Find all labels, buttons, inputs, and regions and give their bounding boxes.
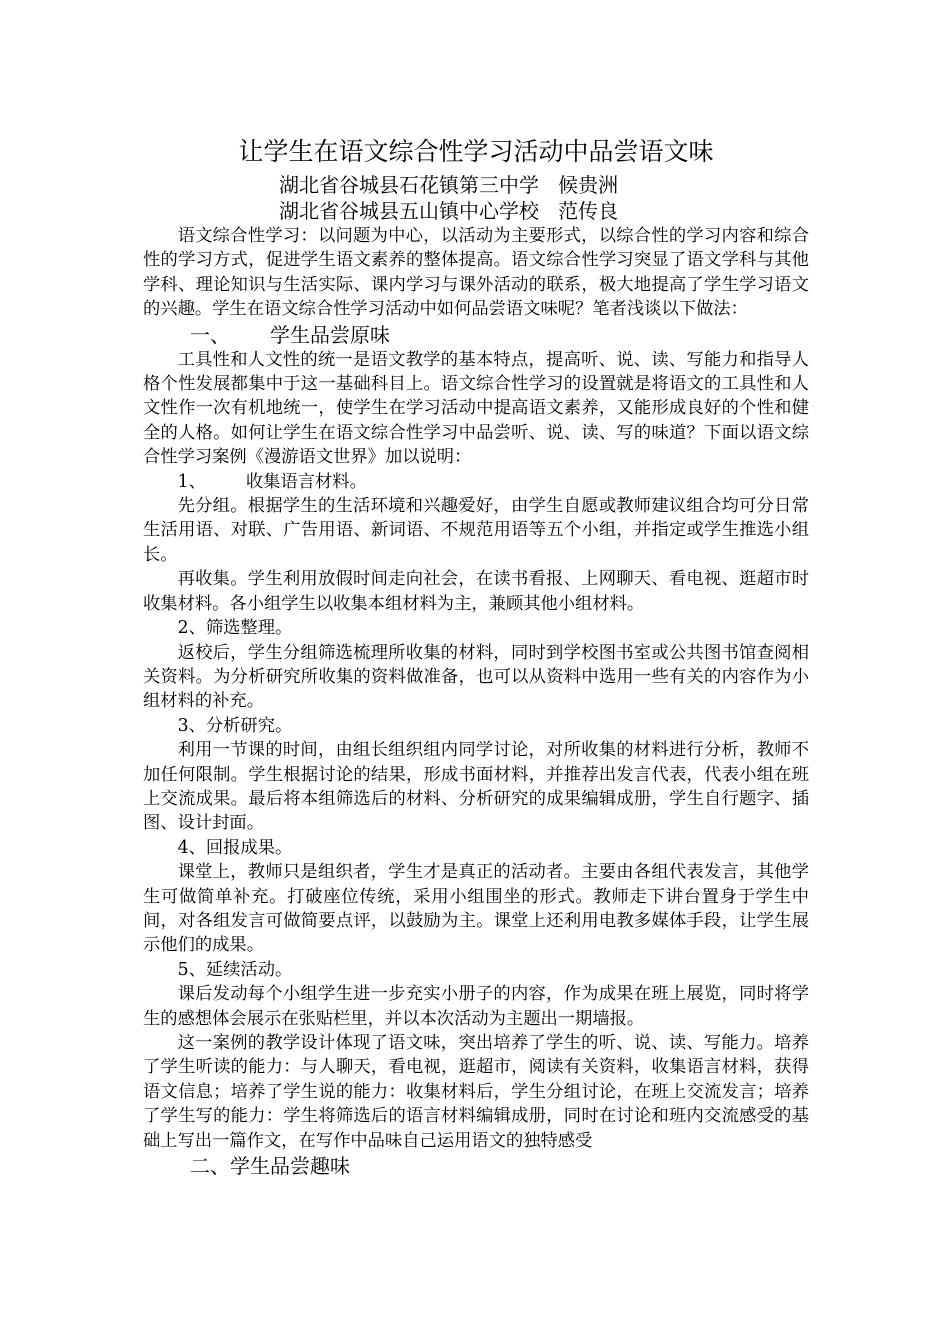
step-3-heading: 3、分析研究。 <box>177 715 293 736</box>
step-1-paragraph-1: 先分组。根据学生的生活环境和兴趣爱好，由学生自愿或教师建议组合均可分日常生活用语、对联、广告用语、新词语、不规范用语等五个小组，并指定或学生推选小组长。 <box>143 496 809 565</box>
section-1-paragraph: 工具性和人文性的统一是语文教学的基本特点，提高听、说、读、写能力和指导人格个性发展都集中于这一基础科目上。语文综合性学习的设置就是将语文的工具性和人文性作一次有机地统一，使学生在学习活动中提高语文素养，又能形成良好的个性和健全的人格。如何让学生在语文综合性学习中品尝听、说、读、写的味道？下面以语文综合性学习案例《漫游语文世界》加以说明： <box>143 349 809 468</box>
summary-paragraph: 这一案例的教学设计体现了语文味，突出培养了学生的听、说、读、写能力。培养了学生听读的能力：与人聊天，看电视，逛超市，阅读有关资料，收集语言材料，获得语文信息；培养了学生说的能力：收集材料后，学生分组讨论，在班上交流发言；培养了学生写的能力：学生将筛选后的语言材料编辑成册，同时在讨论和班内交流感受的基础上写出一篇作文，在写作中品味自己运用语文的独特感受 <box>143 1033 809 1151</box>
intro-paragraph: 语文综合性学习：以问题为中心，以活动为主要形式，以综合性的学习内容和综合性的学习方式，促进学生语文素养的整体提高。语文综合性学习突显了语文学科与其他学科、理论知识与生活实际、课内学习与课外活动的联系，极大地提高了学生学习语文的兴趣。学生在语文综合性学习活动中如何品尝语文味呢？笔者浅谈以下做法： <box>143 226 809 320</box>
author-line-1: 湖北省谷城县石花镇第三中学 候贵洲 <box>279 173 619 197</box>
step-5-heading: 5、延续活动。 <box>177 959 293 980</box>
step-4-paragraph: 课堂上，教师只是组织者，学生才是真正的活动者。主要由各组代表发言，其他学生可做简单补充。打破座位传统，采用小组围坐的形式。教师走下讲台置身于学生中间，对各组发言可做简要点评，以鼓励为主。课堂上还利用电教多媒体手段，让学生展示他们的成果。 <box>143 862 809 956</box>
step-2-paragraph: 返校后，学生分组筛选梳理所收集的材料，同时到学校图书室或公共图书馆查阅相关资料。为分析研究所收集的资料做准备，也可以从资料中选用一些有关的内容作为小组材料的补充。 <box>143 642 809 712</box>
section-1-number: 一、 <box>190 322 230 347</box>
section-1-heading <box>143 322 809 348</box>
document-page <box>143 132 809 1179</box>
step-5-paragraph: 课后发动每个小组学生进一步充实小册子的内容，作为成果在班上展览，同时将学生的感想体会展示在张贴栏里，并以本次活动为主题出一期墙报。 <box>143 984 809 1029</box>
step-4-heading: 4、回报成果。 <box>177 837 293 858</box>
author-line-2: 湖北省谷城县五山镇中心学校 范传良 <box>279 199 619 223</box>
document-title: 让学生在语文综合性学习活动中品尝语文味 <box>238 137 714 166</box>
section-1-title: 学生品尝原味 <box>270 322 390 347</box>
step-1-title: 收集语言材料。 <box>245 471 367 492</box>
step-1-number: 1、 <box>177 471 206 492</box>
step-1-paragraph-2: 再收集。学生利用放假时间走向社会，在读书看报、上网聊天、看电视、逛超市时收集材料。各小组学生以收集本组材料为主，兼顾其他小组材料。 <box>143 569 809 614</box>
section-2-heading: 二、学生品尝趣味 <box>190 1154 350 1179</box>
step-2-heading: 2、筛选整理。 <box>177 618 293 639</box>
step-1-heading <box>143 470 809 494</box>
step-3-paragraph: 利用一节课的时间，由组长组织组内同学讨论，对所收集的材料进行分析，教师不加任何限制。学生根据讨论的结果，形成书面材料，并推荐出发言代表，代表小组在班上交流成果。最后将本组筛选后的材料、分析研究的成果编辑成册，学生自行题字、插图、设计封面。 <box>143 740 809 834</box>
